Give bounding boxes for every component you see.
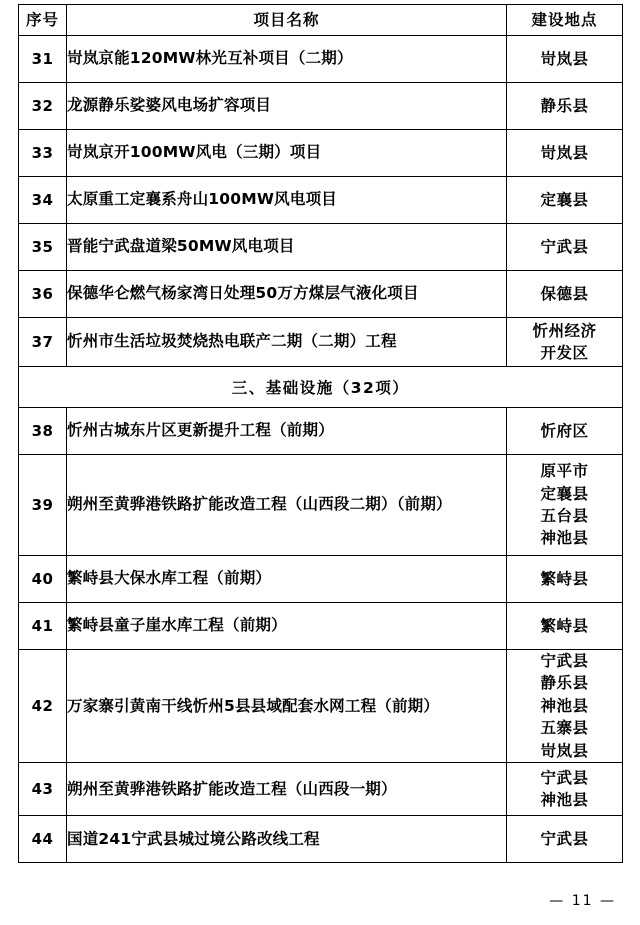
place-line: 忻府区 [540,421,589,440]
table-header-row [19,5,623,36]
row-seq: 41 [19,603,67,650]
table-row [19,318,623,367]
table-row [19,224,623,271]
row-place [507,763,623,816]
row-project-name: 朔州至黄骅港铁路扩能改造工程（山西段一期） [67,763,507,816]
column-header-name: 项目名称 [67,5,507,36]
table-body [19,36,623,863]
table-row [19,455,623,556]
table-row [19,816,623,863]
row-seq: 42 [19,650,67,763]
row-place [507,455,623,556]
place-line: 神池县 [540,529,589,548]
row-project-name: 国道241宁武县城过境公路改线工程 [67,816,507,863]
row-seq: 32 [19,83,67,130]
place-line: 繁峙县 [540,616,589,635]
table-row [19,408,623,455]
row-seq: 37 [19,318,67,367]
row-place [507,650,623,763]
place-line: 保德县 [540,284,589,303]
row-project-name: 岢岚京开100MW风电（三期）项目 [67,130,507,177]
row-place [507,408,623,455]
place-line: 岢岚县 [540,741,589,760]
row-place [507,816,623,863]
table-row [19,650,623,763]
section-title: 三、基础设施（32项） [19,367,623,408]
row-project-name: 朔州至黄骅港铁路扩能改造工程（山西段二期）（前期） [67,455,507,556]
page-number: — 11 — [549,893,616,909]
row-project-name: 晋能宁武盘道梁50MW风电项目 [67,224,507,271]
row-seq: 34 [19,177,67,224]
project-list-table [18,4,623,863]
row-place [507,177,623,224]
row-place [507,36,623,83]
column-header-place: 建设地点 [507,5,623,36]
place-line: 五台县 [540,507,589,525]
place-line: 忻州经济 [532,321,597,340]
place-line: 岢岚县 [540,143,589,162]
table-row [19,130,623,177]
row-seq: 33 [19,130,67,177]
place-line: 静乐县 [540,96,589,115]
row-seq: 35 [19,224,67,271]
place-line: 宁武县 [540,768,589,787]
place-line: 神池县 [540,791,589,810]
place-line: 开发区 [540,344,589,362]
row-project-name: 繁峙县大保水库工程（前期） [67,556,507,603]
table-row [19,556,623,603]
row-seq: 31 [19,36,67,83]
row-seq: 38 [19,408,67,455]
row-project-name: 岢岚京能120MW林光互补项目（二期） [67,36,507,83]
row-seq: 36 [19,271,67,318]
table-row [19,603,623,650]
place-line: 定襄县 [540,190,589,209]
place-line: 宁武县 [540,652,589,670]
row-project-name: 龙源静乐娑婆风电场扩容项目 [67,83,507,130]
row-place [507,224,623,271]
place-line: 繁峙县 [540,569,589,588]
row-place [507,130,623,177]
table-row [19,271,623,318]
row-seq: 44 [19,816,67,863]
place-line: 神池县 [540,696,589,715]
row-place [507,603,623,650]
place-line: 宁武县 [540,237,589,256]
place-line: 岢岚县 [540,49,589,68]
row-seq: 39 [19,455,67,556]
column-header-seq: 序号 [19,5,67,36]
row-place [507,83,623,130]
section-row [19,367,623,408]
row-project-name: 繁峙县童子崖水库工程（前期） [67,603,507,650]
row-place [507,556,623,603]
row-project-name: 太原重工定襄系舟山100MW风电项目 [67,177,507,224]
row-place [507,271,623,318]
row-place [507,318,623,367]
table-row [19,763,623,816]
table-row [19,83,623,130]
row-project-name: 保德华仑燃气杨家湾日处理50万方煤层气液化项目 [67,271,507,318]
row-project-name: 忻州市生活垃圾焚烧热电联产二期（二期）工程 [67,318,507,367]
table-row [19,36,623,83]
place-line: 原平市 [540,462,589,481]
row-seq: 43 [19,763,67,816]
row-project-name: 忻州古城东片区更新提升工程（前期） [67,408,507,455]
place-line: 静乐县 [540,674,589,693]
table-row [19,177,623,224]
table-header [19,5,623,36]
row-project-name: 万家寨引黄南干线忻州5县县域配套水网工程（前期） [67,650,507,763]
row-seq: 40 [19,556,67,603]
place-line: 宁武县 [540,830,589,849]
place-line: 五寨县 [540,719,589,738]
place-line: 定襄县 [540,484,589,503]
